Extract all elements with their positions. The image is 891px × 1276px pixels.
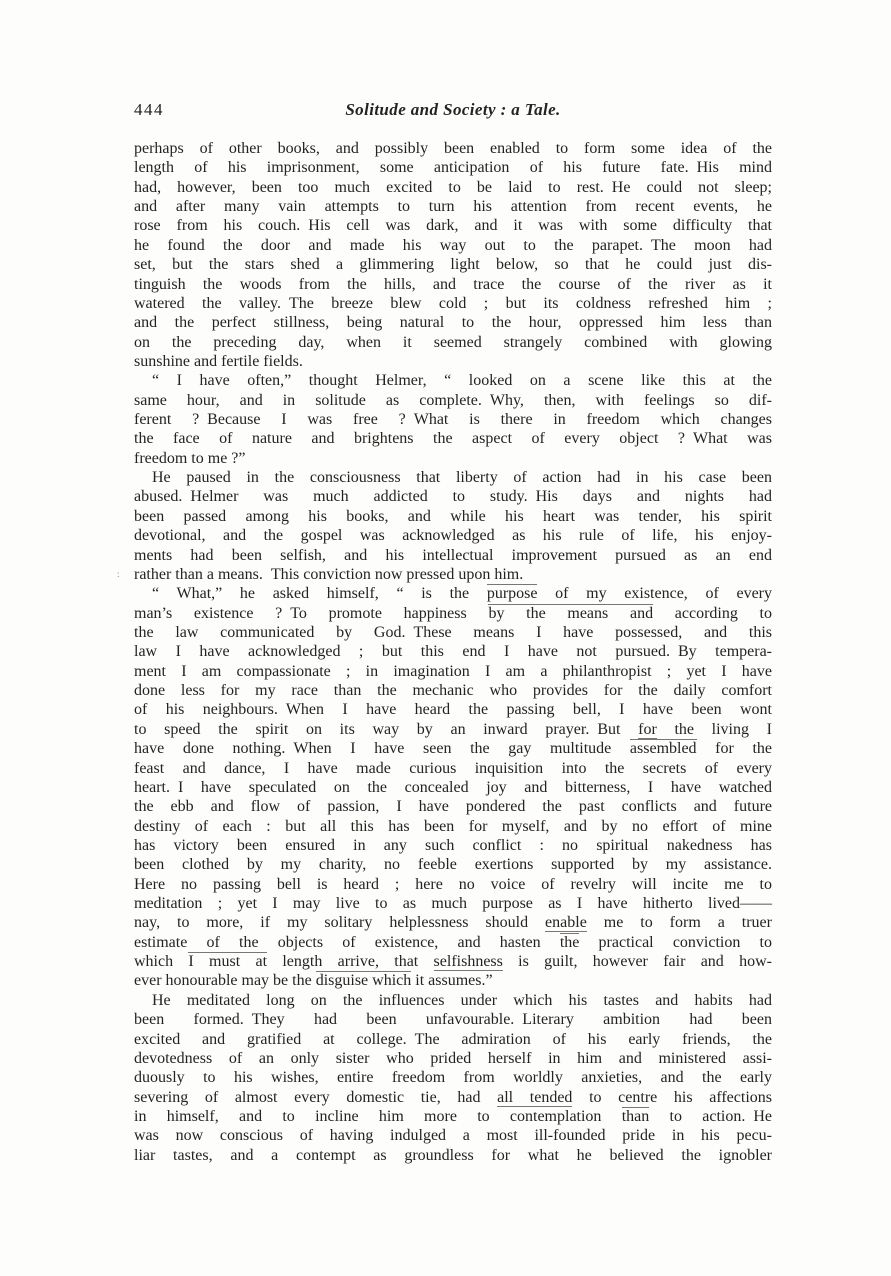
text-line: feast and dance, I have made curious inquisition into the secrets of every (134, 759, 772, 777)
scan-speck: : (117, 569, 120, 579)
text-line: law I have acknowledged ; but this end I have not pursued. By tempera- (134, 643, 772, 661)
text-line: devotedness of an only sister who prided herself in him and ministered assi- (134, 1049, 772, 1067)
text-line: freedom to me ?” (134, 449, 246, 467)
text-line: ment I am compassionate ; in imagination I am a philanthropist ; yet I have (134, 662, 772, 680)
page-number: 444 (134, 100, 164, 119)
pen-underline-mark: all tended (497, 1088, 573, 1106)
text-line: abused. Helmer was much addicted to study. His days and nights had (134, 488, 772, 506)
text-line: of his neighbours. When I have heard the passing bell, I have been wont (134, 701, 772, 719)
text-line: length of his imprisonment, some anticipation of his future fate. His mind (134, 159, 772, 177)
text-line: been passed among his books, and while his heart was tender, his spirit (134, 507, 772, 525)
text-line: Here no passing bell is heard ; here no voice of revelry will incite me to (134, 875, 772, 893)
text-line: “ I have often,” thought Helmer, “ looked on a scene like this at the (152, 372, 772, 390)
text-line: excited and gratified at college. The admiration of his early friends, the (134, 1030, 772, 1048)
text-line: rather than a means. This conviction now pressed upon him. (134, 565, 524, 583)
text-line: ferent ? Because I was free ? What is there in freedom which changes (134, 411, 772, 429)
running-title: Solitude and Society : a Tale. (345, 100, 561, 119)
pen-overline-mark: purpose (486, 585, 538, 603)
pen-underline-mark: for (638, 720, 657, 738)
pen-overline-mark: the (559, 933, 580, 951)
text-line: in himself, and to incline him more to contemplation than to action. He (134, 1107, 773, 1125)
text-line: to speed the spirit on its way by an inward prayer. But for the living I (134, 720, 772, 738)
pen-overline-mark: disguise which (315, 972, 412, 990)
text-line: rose from his couch. His cell was dark, and it was with some difficulty that (134, 217, 772, 235)
text-line: ments had been selfish, and his intellectual improvement pursued as an end (134, 546, 772, 564)
text-line: meditation ; yet I may live to as much purpose as I have hitherto lived—— (134, 895, 772, 913)
text-line: been formed. They had been unfavourable. Literary ambition had been (134, 1011, 772, 1029)
text-line: done less for my race than the mechanic who provides for the daily comfort (134, 682, 772, 700)
text-line: man’s existence ? To promote happiness by the means and according to (134, 604, 773, 622)
text-line: “ What,” he asked himself, “ is the purpose of my existence, of every (152, 585, 773, 603)
text-line: He paused in the consciousness that liberty of action had in his case been (152, 469, 772, 487)
pen-overline-mark: assembled (629, 740, 697, 758)
text-line: set, but the stars shed a glimmering light below, so that he could just dis- (134, 256, 772, 274)
paragraph (134, 139, 772, 371)
text-line: he found the door and made his way out to the parapet. The moon had (134, 236, 772, 254)
text-line: the law communicated by God. These means I have possessed, and this (134, 623, 772, 641)
text-line: sunshine and fertile fields. (134, 352, 303, 370)
text-line: the ebb and flow of passion, I have pondered the past conflicts and future (134, 798, 772, 816)
text-line: same hour, and in solitude as complete. Why, then, with feelings so dif- (134, 391, 772, 409)
text-line: He meditated long on the influences under which his tastes and habits had (152, 991, 772, 1009)
text-line: have done nothing. When I have seen the gay multitude assembled for the (134, 740, 773, 758)
pen-underline-mark: enable (545, 914, 587, 932)
text-line: and the perfect stillness, being natural to the hour, oppressed him less than (134, 314, 772, 332)
text-line: severing of almost every domestic tie, had all tended to centre his affections (134, 1088, 772, 1106)
text-line: on the preceding day, when it seemed strangely combined with glowing (134, 333, 772, 351)
page-header (134, 100, 772, 122)
text-line: ever honourable may be the disguise which it assumes.” (134, 972, 493, 990)
text-line: was now conscious of having indulged a most ill-founded pride in his pecu- (134, 1127, 772, 1145)
text-line: liar tastes, and a contempt as groundless for what he believed the ignobler (134, 1146, 772, 1164)
text-line: perhaps of other books, and possibly been enabled to form some idea of the (134, 140, 772, 157)
pen-overline-mark: by the means and (488, 604, 654, 622)
text-line: heart. I have speculated on the concealed joy and bitterness, I have watched (134, 778, 772, 796)
paragraph (134, 371, 772, 468)
text-line: has victory been ensured in any such conflict : no spiritual nakedness has (134, 836, 772, 854)
text-line: which I must at length arrive, that selfishness is guilt, however fair and how- (134, 953, 772, 971)
text-line: tinguish the woods from the hills, and trace the course of the river as it (134, 275, 772, 293)
text-line: been clothed by my charity, no feeble exertions supported by my assistance. (134, 856, 772, 874)
text-line: had, however, been too much excited to be laid to rest. He could not sleep; (134, 178, 772, 196)
pen-overline-mark: I must at (188, 953, 268, 971)
text-line: devotional, and the gospel was acknowledged as his rule of life, his enjoy- (134, 527, 772, 545)
text-line: destiny of each : but all this has been for myself, and by no effort of mine (134, 817, 772, 835)
text-line: nay, to more, if my solitary helplessness should enable me to form a truer (134, 914, 772, 932)
text-line: and after many vain attempts to turn his attention from recent events, he (134, 198, 772, 216)
text-line: estimate of the objects of existence, and hasten the practical conviction to (134, 933, 772, 951)
paragraph (134, 468, 772, 584)
text-line: watered the valley. The breeze blew cold ; but its coldness refreshed him ; (134, 294, 772, 312)
page-body (134, 139, 772, 1165)
paragraph (134, 584, 772, 991)
text-line: duously to his wishes, entire freedom from worldly anxieties, and the early (134, 1069, 772, 1087)
pen-underline-mark: selfishness (433, 953, 503, 971)
paragraph (134, 991, 772, 1165)
text-line: the face of nature and brightens the aspect of every object ? What was (134, 430, 772, 448)
pen-overline-mark: than (621, 1107, 650, 1125)
